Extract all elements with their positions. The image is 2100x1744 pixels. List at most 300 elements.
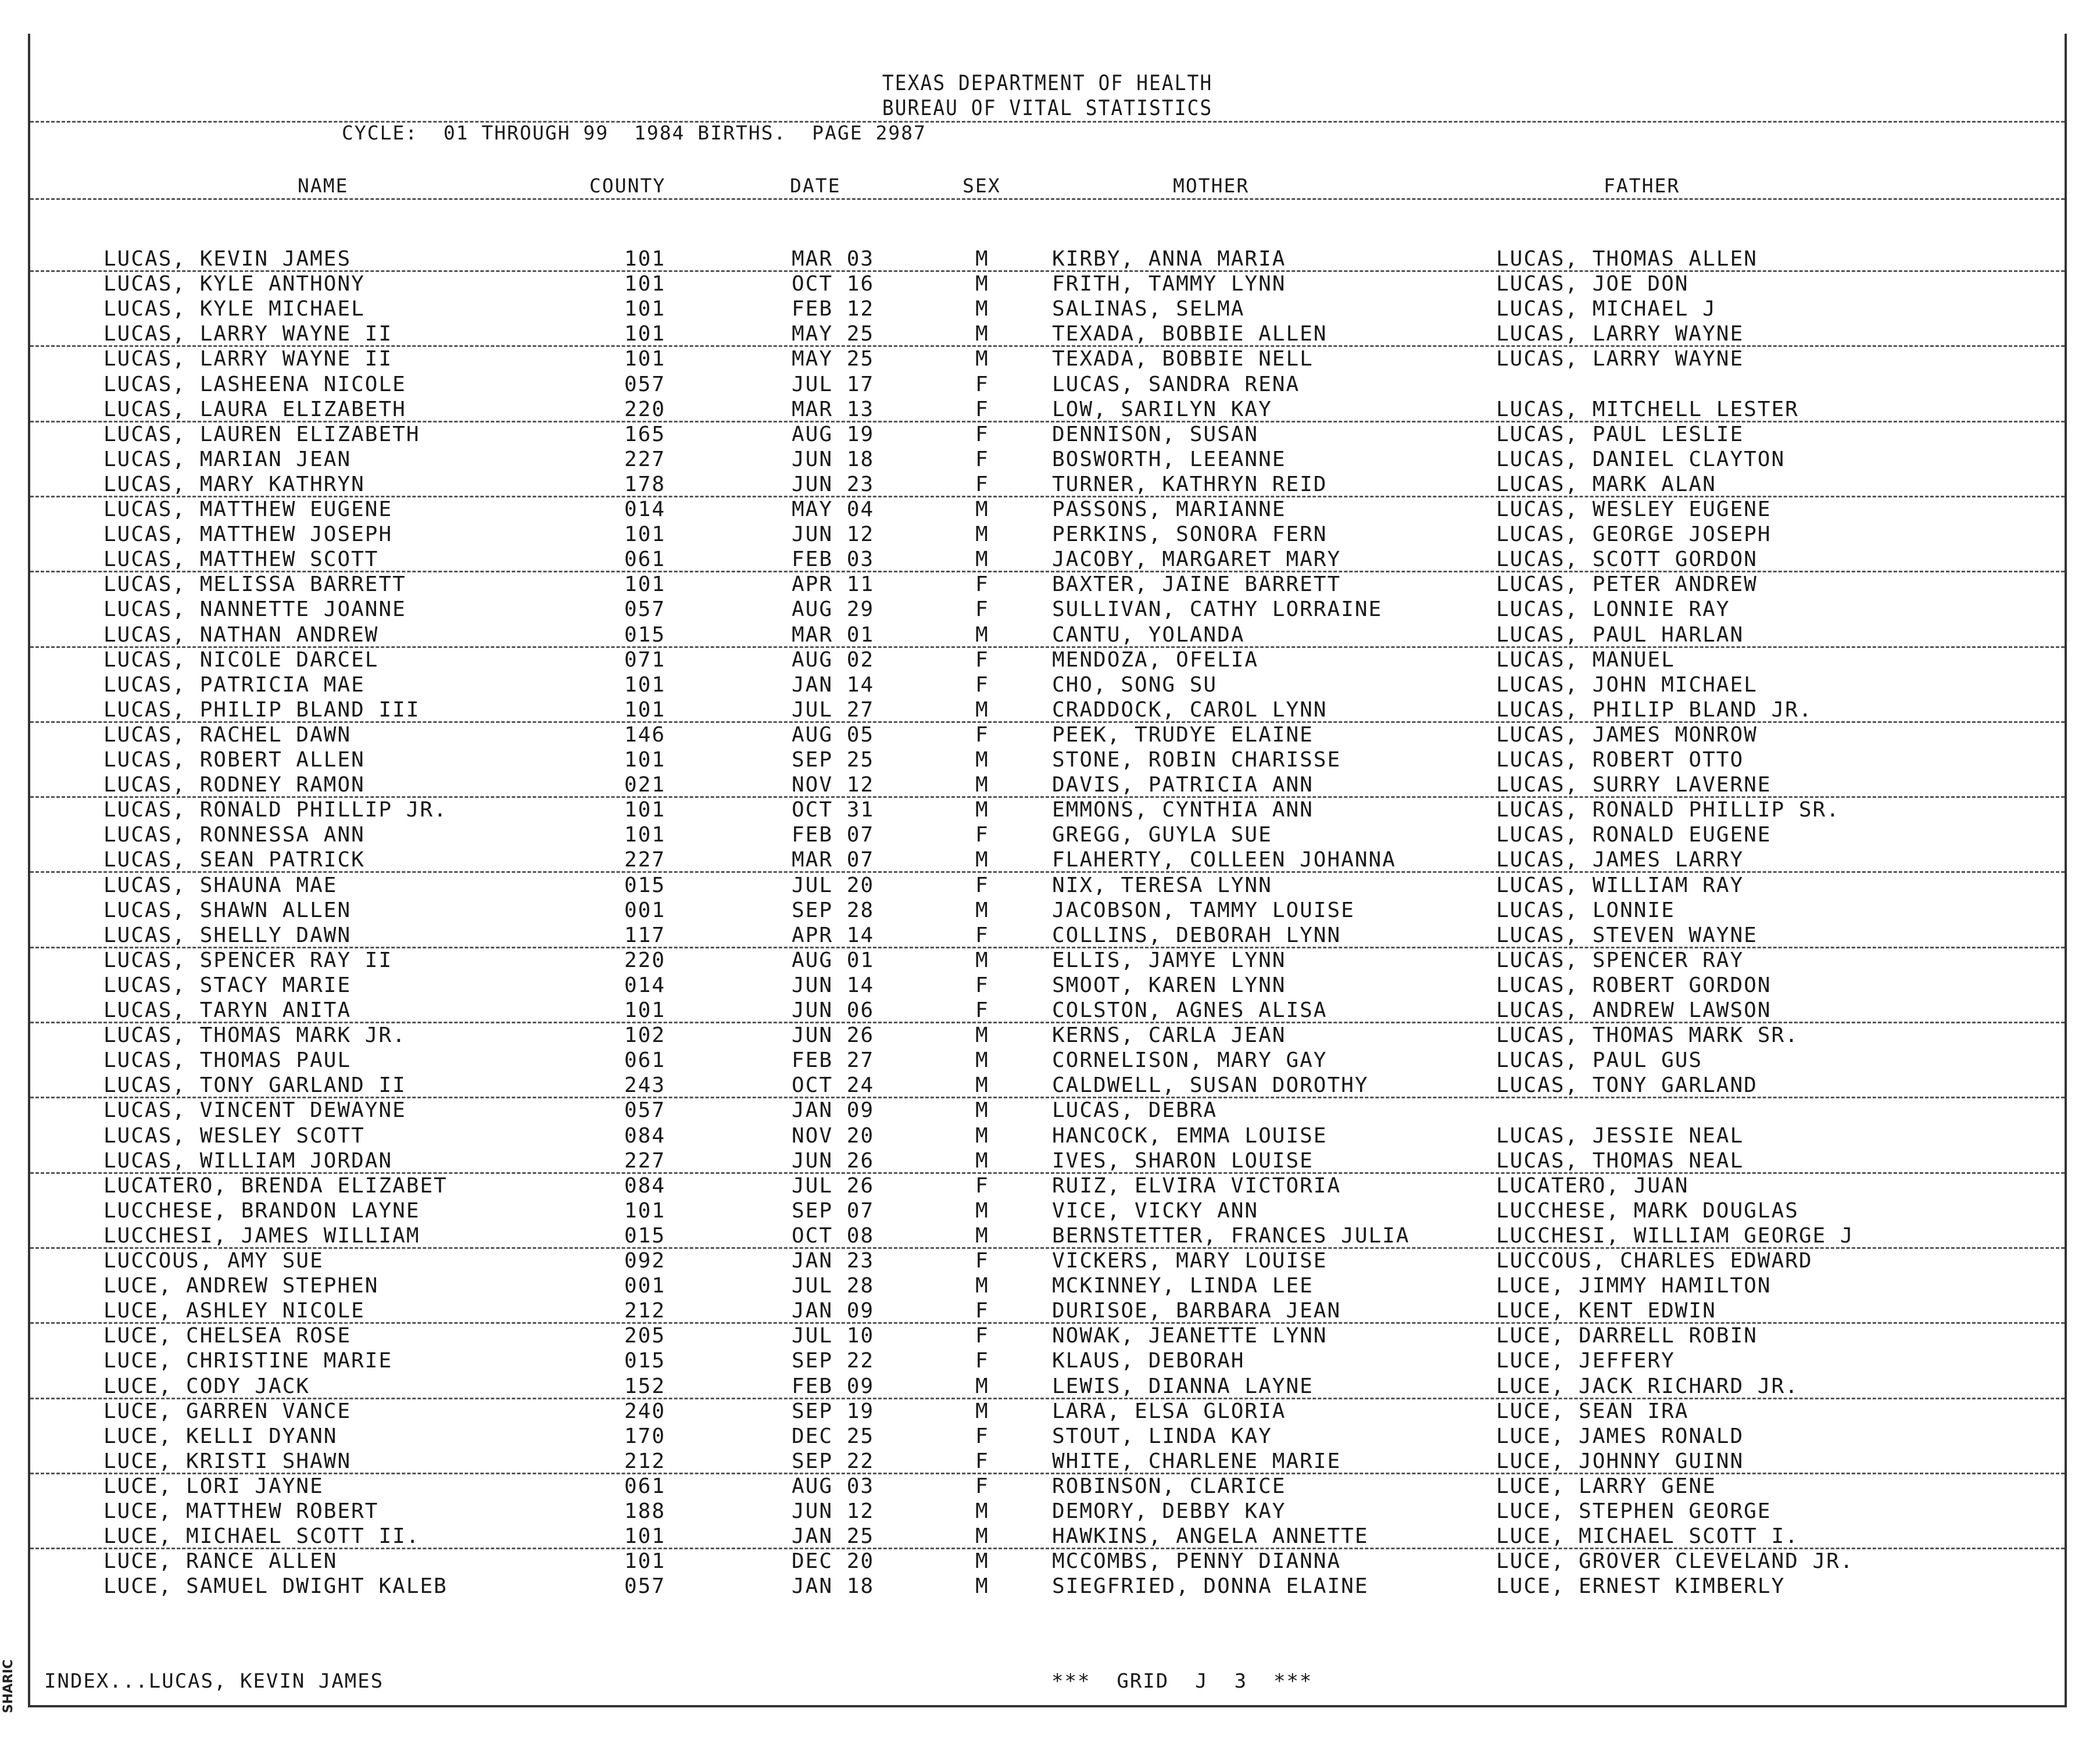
cell-father: LUCAS, THOMAS ALLEN xyxy=(1496,247,1758,271)
cell-father: LUCAS, WILLIAM RAY xyxy=(1496,873,1744,897)
cell-sex: F xyxy=(975,1449,989,1473)
table-row xyxy=(30,1025,2065,1050)
cell-mother: STOUT, LINDA KAY xyxy=(1052,1424,1272,1448)
cell-date: OCT 31 xyxy=(792,798,875,822)
cell-sex: M xyxy=(975,848,989,872)
cell-name: LUCAS, PHILIP BLAND III xyxy=(103,697,420,722)
cell-name: LUCE, RANCE ALLEN xyxy=(103,1549,338,1574)
table-row xyxy=(30,1551,2065,1576)
cell-sex: M xyxy=(975,322,989,346)
cell-name: LUCCOUS, AMY SUE xyxy=(103,1249,324,1273)
cell-father: LUCAS, SPENCER RAY xyxy=(1496,948,1744,972)
cell-father: LUCATERO, JUAN xyxy=(1496,1173,1689,1198)
cell-father: LUCE, JIMMY HAMILTON xyxy=(1496,1274,1772,1298)
cell-county: 101 xyxy=(624,823,666,847)
cell-date: AUG 29 xyxy=(792,597,875,622)
cell-county: 220 xyxy=(624,948,666,972)
cell-mother: ELLIS, JAMYE LYNN xyxy=(1052,948,1286,972)
cell-sex: M xyxy=(975,1549,989,1574)
cell-name: LUCE, MICHAEL SCOTT II. xyxy=(103,1524,420,1549)
cell-father: LUCAS, THOMAS NEAL xyxy=(1496,1148,1744,1173)
cell-sex: F xyxy=(975,1249,989,1273)
table-row xyxy=(30,374,2065,399)
cell-mother: SULLIVAN, CATHY LORRAINE xyxy=(1052,597,1383,622)
cell-county: 071 xyxy=(624,647,666,672)
cell-mother: NIX, TERESA LYNN xyxy=(1052,873,1272,897)
cell-father: LUCE, JEFFERY xyxy=(1496,1349,1675,1373)
cell-county: 243 xyxy=(624,1073,666,1098)
table-row xyxy=(30,775,2065,800)
cell-mother: TURNER, KATHRYN REID xyxy=(1052,472,1328,496)
cell-mother: CORNELISON, MARY GAY xyxy=(1052,1048,1328,1073)
cell-date: MAY 04 xyxy=(792,497,875,521)
cell-mother: EMMONS, CYNTHIA ANN xyxy=(1052,798,1314,822)
cell-date: SEP 25 xyxy=(792,748,875,772)
cell-sex: M xyxy=(975,798,989,822)
header-separator-line xyxy=(30,198,2065,200)
table-row xyxy=(30,599,2065,624)
cell-name: LUCAS, WILLIAM JORDAN xyxy=(103,1148,393,1173)
table-row xyxy=(30,524,2065,549)
cell-father: LUCE, KENT EDWIN xyxy=(1496,1299,1716,1323)
table-row xyxy=(30,1501,2065,1526)
table-row xyxy=(30,474,2065,499)
cell-sex: M xyxy=(975,773,989,797)
cell-father: LUCE, LARRY GENE xyxy=(1496,1474,1716,1498)
cell-sex: M xyxy=(975,522,989,547)
cell-name: LUCAS, ROBERT ALLEN xyxy=(103,748,365,772)
cell-name: LUCAS, SEAN PATRICK xyxy=(103,848,365,872)
cell-name: LUCE, CHRISTINE MARIE xyxy=(103,1349,393,1373)
table-row xyxy=(30,1100,2065,1125)
cell-father: LUCAS, RONALD PHILLIP SR. xyxy=(1496,798,1840,822)
cell-mother: TEXADA, BOBBIE NELL xyxy=(1052,347,1314,371)
cell-sex: M xyxy=(975,1574,989,1599)
table-row xyxy=(30,449,2065,474)
cell-name: LUCATERO, BRENDA ELIZABET xyxy=(103,1173,448,1198)
cell-name: LUCAS, RONNESSA ANN xyxy=(103,823,365,847)
cell-name: LUCAS, THOMAS PAUL xyxy=(103,1048,352,1073)
table-row xyxy=(30,349,2065,374)
table-row xyxy=(30,672,2065,700)
cell-county: 001 xyxy=(624,1274,666,1298)
cell-date: SEP 19 xyxy=(792,1399,875,1423)
table-row xyxy=(30,1576,2065,1601)
table-row xyxy=(30,1123,2065,1151)
cell-father: LUCCHESI, WILLIAM GEORGE J xyxy=(1496,1223,1854,1248)
cell-father: LUCAS, RONALD EUGENE xyxy=(1496,823,1772,847)
cell-date: JAN 09 xyxy=(792,1299,875,1323)
cell-county: 061 xyxy=(624,1048,666,1073)
cell-county: 101 xyxy=(624,572,666,597)
table-row xyxy=(30,800,2065,825)
cell-county: 015 xyxy=(624,622,666,647)
cell-date: DEC 25 xyxy=(792,1424,875,1448)
cell-county: 014 xyxy=(624,497,666,521)
table-row xyxy=(30,1351,2065,1376)
cell-father: LUCE, JAMES RONALD xyxy=(1496,1424,1744,1448)
cell-sex: M xyxy=(975,1399,989,1423)
cell-mother: CALDWELL, SUSAN DOROTHY xyxy=(1052,1073,1369,1098)
cell-mother: DAVIS, PATRICIA ANN xyxy=(1052,773,1314,797)
cell-father: LUCAS, MICHAEL J xyxy=(1496,297,1716,321)
cell-name: LUCAS, SHAWN ALLEN xyxy=(103,898,352,922)
cell-mother: LEWIS, DIANNA LAYNE xyxy=(1052,1374,1314,1398)
cell-name: LUCAS, MELISSA BARRETT xyxy=(103,572,406,597)
cell-sex: F xyxy=(975,447,989,471)
cell-county: 227 xyxy=(624,447,666,471)
cell-mother: HAWKINS, ANGELA ANNETTE xyxy=(1052,1524,1369,1549)
cell-father: LUCAS, SURRY LAVERNE xyxy=(1496,773,1772,797)
cell-date: AUG 05 xyxy=(792,722,875,747)
cell-mother: WHITE, CHARLENE MARIE xyxy=(1052,1449,1341,1473)
cell-date: SEP 07 xyxy=(792,1198,875,1223)
cell-date: MAR 03 xyxy=(792,247,875,271)
cell-name: LUCAS, STACY MARIE xyxy=(103,973,352,997)
cell-county: 092 xyxy=(624,1249,666,1273)
cell-county: 102 xyxy=(624,1023,666,1048)
cell-date: SEP 22 xyxy=(792,1449,875,1473)
cell-date: JAN 18 xyxy=(792,1574,875,1599)
cell-name: LUCAS, SHAUNA MAE xyxy=(103,873,338,897)
cell-county: 015 xyxy=(624,873,666,897)
column-header-mother: MOTHER xyxy=(1173,174,1250,197)
cell-mother: SIEGFRIED, DONNA ELAINE xyxy=(1052,1574,1369,1599)
cell-sex: F xyxy=(975,672,989,697)
cell-county: 101 xyxy=(624,998,666,1022)
cell-date: FEB 27 xyxy=(792,1048,875,1073)
cell-county: 101 xyxy=(624,748,666,772)
cell-sex: M xyxy=(975,1223,989,1248)
cell-sex: F xyxy=(975,372,989,396)
cell-county: 220 xyxy=(624,397,666,421)
cell-sex: F xyxy=(975,1474,989,1498)
cell-county: 188 xyxy=(624,1499,666,1523)
cell-mother: CANTU, YOLANDA xyxy=(1052,622,1245,647)
separator-line xyxy=(30,121,2065,123)
cell-father: LUCE, MICHAEL SCOTT I. xyxy=(1496,1524,1799,1549)
cell-mother: JACOBY, MARGARET MARY xyxy=(1052,547,1341,572)
cell-county: 101 xyxy=(624,798,666,822)
cell-date: FEB 12 xyxy=(792,297,875,321)
cell-mother: TEXADA, BOBBIE ALLEN xyxy=(1052,322,1328,346)
cell-county: 170 xyxy=(624,1424,666,1448)
cell-date: MAY 25 xyxy=(792,347,875,371)
cell-sex: F xyxy=(975,1173,989,1198)
cell-name: LUCAS, VINCENT DEWAYNE xyxy=(103,1098,406,1123)
cell-father: LUCAS, PAUL GUS xyxy=(1496,1048,1703,1073)
cell-county: 015 xyxy=(624,1223,666,1248)
cell-mother: VICE, VICKY ANN xyxy=(1052,1198,1259,1223)
cell-county: 101 xyxy=(624,272,666,296)
cell-date: JAN 14 xyxy=(792,672,875,697)
cell-name: LUCAS, NICOLE DARCEL xyxy=(103,647,379,672)
cell-sex: M xyxy=(975,1374,989,1398)
cell-date: FEB 09 xyxy=(792,1374,875,1398)
cell-mother: SMOOT, KAREN LYNN xyxy=(1052,973,1286,997)
cell-name: LUCAS, NATHAN ANDREW xyxy=(103,622,379,647)
cell-county: 227 xyxy=(624,1148,666,1173)
cell-county: 101 xyxy=(624,247,666,271)
cell-father: LUCE, GROVER CLEVELAND JR. xyxy=(1496,1549,1854,1574)
cell-name: LUCAS, MARIAN JEAN xyxy=(103,447,352,471)
cell-date: JUN 23 xyxy=(792,472,875,496)
cell-county: 057 xyxy=(624,1574,666,1599)
cell-date: AUG 02 xyxy=(792,647,875,672)
table-row xyxy=(30,722,2065,750)
table-row xyxy=(30,249,2065,274)
cell-county: 061 xyxy=(624,1474,666,1498)
cell-name: LUCAS, LAUREN ELIZABETH xyxy=(103,422,420,446)
cell-sex: F xyxy=(975,1424,989,1448)
table-row xyxy=(30,274,2065,299)
cell-father: LUCAS, ROBERT OTTO xyxy=(1496,748,1744,772)
cell-father: LUCAS, PAUL HARLAN xyxy=(1496,622,1744,647)
cell-mother: LARA, ELSA GLORIA xyxy=(1052,1399,1286,1423)
cell-mother: MENDOZA, OFELIA xyxy=(1052,647,1259,672)
cell-father: LUCAS, PHILIP BLAND JR. xyxy=(1496,697,1813,722)
cell-date: APR 14 xyxy=(792,923,875,947)
cell-date: JAN 23 xyxy=(792,1249,875,1273)
table-row xyxy=(30,1173,2065,1201)
cell-date: DEC 20 xyxy=(792,1549,875,1574)
cell-mother: ROBINSON, CLARICE xyxy=(1052,1474,1286,1498)
cell-name: LUCAS, RONALD PHILLIP JR. xyxy=(103,798,448,822)
cell-name: LUCAS, KYLE MICHAEL xyxy=(103,297,365,321)
cell-date: SEP 28 xyxy=(792,898,875,922)
cell-father: LUCAS, LONNIE RAY xyxy=(1496,597,1730,622)
cell-sex: F xyxy=(975,973,989,997)
cell-sex: M xyxy=(975,1198,989,1223)
table-row xyxy=(30,900,2065,925)
cell-father: LUCAS, LONNIE xyxy=(1496,898,1675,922)
cell-sex: M xyxy=(975,1499,989,1523)
cell-date: JUL 28 xyxy=(792,1274,875,1298)
cell-name: LUCE, MATTHEW ROBERT xyxy=(103,1499,379,1523)
cell-sex: F xyxy=(975,998,989,1022)
cell-date: AUG 19 xyxy=(792,422,875,446)
cell-mother: SALINAS, SELMA xyxy=(1052,297,1245,321)
column-header-father: FATHER xyxy=(1604,174,1680,197)
cell-name: LUCAS, THOMAS MARK JR. xyxy=(103,1023,406,1048)
cell-sex: F xyxy=(975,1324,989,1348)
cell-mother: LUCAS, DEBRA xyxy=(1052,1098,1218,1123)
cell-date: APR 11 xyxy=(792,572,875,597)
table-row xyxy=(30,324,2065,349)
cell-father: LUCAS, DANIEL CLAYTON xyxy=(1496,447,1786,471)
cell-county: 061 xyxy=(624,547,666,572)
cell-name: LUCAS, LAURA ELIZABETH xyxy=(103,397,406,421)
table-row xyxy=(30,1251,2065,1276)
table-row xyxy=(30,1050,2065,1075)
cell-date: AUG 01 xyxy=(792,948,875,972)
cell-county: 084 xyxy=(624,1123,666,1148)
cell-date: JUN 06 xyxy=(792,998,875,1022)
cell-mother: NOWAK, JEANETTE LYNN xyxy=(1052,1324,1328,1348)
cell-sex: F xyxy=(975,422,989,446)
cell-name: LUCAS, RODNEY RAMON xyxy=(103,773,365,797)
cell-mother: IVES, SHARON LOUISE xyxy=(1052,1148,1314,1173)
cell-sex: F xyxy=(975,597,989,622)
cell-mother: FRITH, TAMMY LYNN xyxy=(1052,272,1286,296)
table-row xyxy=(30,750,2065,775)
cell-sex: M xyxy=(975,1148,989,1173)
table-row xyxy=(30,1301,2065,1326)
cell-father: LUCCOUS, CHARLES EDWARD xyxy=(1496,1249,1813,1273)
cell-county: 146 xyxy=(624,722,666,747)
cell-sex: M xyxy=(975,547,989,572)
cell-mother: FLAHERTY, COLLEEN JOHANNA xyxy=(1052,848,1396,872)
cell-county: 057 xyxy=(624,597,666,622)
table-row xyxy=(30,299,2065,324)
cell-mother: PERKINS, SONORA FERN xyxy=(1052,522,1328,547)
cell-county: 015 xyxy=(624,1349,666,1373)
cell-county: 101 xyxy=(624,322,666,346)
cell-county: 021 xyxy=(624,773,666,797)
cell-county: 205 xyxy=(624,1324,666,1348)
cell-name: LUCE, LORI JAYNE xyxy=(103,1474,324,1498)
cell-date: AUG 03 xyxy=(792,1474,875,1498)
cell-sex: F xyxy=(975,722,989,747)
cell-name: LUCE, CHELSEA ROSE xyxy=(103,1324,352,1348)
side-watermark: SHARIC xyxy=(1,1659,16,1713)
cell-mother: GREGG, GUYLA SUE xyxy=(1052,823,1272,847)
cell-father: LUCAS, STEVEN WAYNE xyxy=(1496,923,1758,947)
cell-date: NOV 20 xyxy=(792,1123,875,1148)
cell-father: LUCAS, THOMAS MARK SR. xyxy=(1496,1023,1799,1048)
cell-sex: M xyxy=(975,1048,989,1073)
cell-father: LUCAS, JOHN MICHAEL xyxy=(1496,672,1758,697)
cell-sex: M xyxy=(975,622,989,647)
cell-mother: BOSWORTH, LEEANNE xyxy=(1052,447,1286,471)
cell-date: JAN 25 xyxy=(792,1524,875,1549)
cell-date: JUN 26 xyxy=(792,1023,875,1048)
cell-sex: M xyxy=(975,297,989,321)
cell-date: JUL 27 xyxy=(792,697,875,722)
cell-county: 084 xyxy=(624,1173,666,1198)
table-row xyxy=(30,1401,2065,1426)
table-row xyxy=(30,1198,2065,1226)
cell-sex: M xyxy=(975,247,989,271)
cell-mother: CHO, SONG SU xyxy=(1052,672,1218,697)
table-row xyxy=(30,424,2065,449)
cell-mother: MCKINNEY, LINDA LEE xyxy=(1052,1274,1314,1298)
cell-mother: DENNISON, SUSAN xyxy=(1052,422,1259,446)
cell-date: JUN 12 xyxy=(792,1499,875,1523)
cell-mother: PASSONS, MARIANNE xyxy=(1052,497,1286,521)
cell-name: LUCAS, TARYN ANITA xyxy=(103,998,352,1022)
cell-county: 101 xyxy=(624,1524,666,1549)
cell-mother: CRADDOCK, CAROL LYNN xyxy=(1052,697,1328,722)
cell-sex: M xyxy=(975,1274,989,1298)
table-row xyxy=(30,697,2065,725)
cycle-line: CYCLE: 01 THROUGH 99 1984 BIRTHS. PAGE 2987 xyxy=(342,121,926,144)
cell-county: 101 xyxy=(624,522,666,547)
cell-name: LUCAS, MATTHEW JOSEPH xyxy=(103,522,393,547)
cell-father: LUCAS, JOE DON xyxy=(1496,272,1689,296)
table-row xyxy=(30,1376,2065,1401)
cell-date: JUN 12 xyxy=(792,522,875,547)
cell-sex: M xyxy=(975,497,989,521)
table-row xyxy=(30,825,2065,850)
cell-father: LUCAS, PAUL LESLIE xyxy=(1496,422,1744,446)
table-row xyxy=(30,1426,2065,1451)
cell-father: LUCE, JACK RICHARD JR. xyxy=(1496,1374,1799,1398)
cell-father: LUCAS, MITCHELL LESTER xyxy=(1496,397,1799,421)
cell-date: OCT 16 xyxy=(792,272,875,296)
cell-father: LUCE, SEAN IRA xyxy=(1496,1399,1689,1423)
cell-county: 212 xyxy=(624,1299,666,1323)
table-row xyxy=(30,1276,2065,1301)
cell-county: 001 xyxy=(624,898,666,922)
cell-sex: F xyxy=(975,923,989,947)
cell-county: 165 xyxy=(624,422,666,446)
index-footer: INDEX...LUCAS, KEVIN JAMES xyxy=(44,1670,384,1693)
cell-mother: KERNS, CARLA JEAN xyxy=(1052,1023,1286,1048)
cell-sex: F xyxy=(975,397,989,421)
cell-sex: M xyxy=(975,1023,989,1048)
cell-county: 240 xyxy=(624,1399,666,1423)
cell-sex: F xyxy=(975,873,989,897)
cell-sex: M xyxy=(975,1073,989,1098)
cell-date: FEB 07 xyxy=(792,823,875,847)
cell-name: LUCAS, MARY KATHRYN xyxy=(103,472,365,496)
table-row xyxy=(30,850,2065,875)
cell-sex: F xyxy=(975,1349,989,1373)
cell-date: OCT 08 xyxy=(792,1223,875,1248)
cell-name: LUCE, ANDREW STEPHEN xyxy=(103,1274,379,1298)
cell-father: LUCAS, JESSIE NEAL xyxy=(1496,1123,1744,1148)
cell-mother: BERNSTETTER, FRANCES JULIA xyxy=(1052,1223,1410,1248)
table-row xyxy=(30,1451,2065,1476)
cell-mother: HANCOCK, EMMA LOUISE xyxy=(1052,1123,1328,1148)
cell-date: OCT 24 xyxy=(792,1073,875,1098)
cell-father: LUCE, DARRELL ROBIN xyxy=(1496,1324,1758,1348)
cell-mother: MCCOMBS, PENNY DIANNA xyxy=(1052,1549,1341,1574)
cell-date: JUL 17 xyxy=(792,372,875,396)
table-row xyxy=(30,1000,2065,1025)
cell-father: LUCAS, WESLEY EUGENE xyxy=(1496,497,1772,521)
cell-name: LUCAS, MATTHEW SCOTT xyxy=(103,547,379,572)
cell-father: LUCAS, TONY GARLAND xyxy=(1496,1073,1758,1098)
cell-father: LUCAS, ROBERT GORDON xyxy=(1496,973,1772,997)
cell-father: LUCE, JOHNNY GUINN xyxy=(1496,1449,1744,1473)
ledger-page xyxy=(28,34,2067,1707)
cell-sex: F xyxy=(975,823,989,847)
cell-name: LUCCHESE, BRANDON LAYNE xyxy=(103,1198,420,1223)
cell-name: LUCAS, TONY GARLAND II xyxy=(103,1073,406,1098)
table-row xyxy=(30,1223,2065,1251)
cell-father: LUCAS, PETER ANDREW xyxy=(1496,572,1758,597)
grid-footer: *** GRID J 3 *** xyxy=(1051,1670,1313,1693)
cell-name: LUCCHESI, JAMES WILLIAM xyxy=(103,1223,420,1248)
cell-sex: M xyxy=(975,1524,989,1549)
cell-county: 101 xyxy=(624,1549,666,1574)
cell-county: 101 xyxy=(624,297,666,321)
cell-date: JUN 26 xyxy=(792,1148,875,1173)
cell-sex: M xyxy=(975,697,989,722)
bureau-title: BUREAU OF VITAL STATISTICS xyxy=(882,95,1213,120)
cell-county: 152 xyxy=(624,1374,666,1398)
cell-father: LUCAS, MARK ALAN xyxy=(1496,472,1716,496)
cell-name: LUCAS, MATTHEW EUGENE xyxy=(103,497,393,521)
cell-name: LUCE, SAMUEL DWIGHT KALEB xyxy=(103,1574,448,1599)
column-header-county: COUNTY xyxy=(589,174,666,197)
cell-sex: M xyxy=(975,347,989,371)
cell-mother: BAXTER, JAINE BARRETT xyxy=(1052,572,1341,597)
cell-mother: VICKERS, MARY LOUISE xyxy=(1052,1249,1328,1273)
cell-name: LUCAS, SHELLY DAWN xyxy=(103,923,352,947)
